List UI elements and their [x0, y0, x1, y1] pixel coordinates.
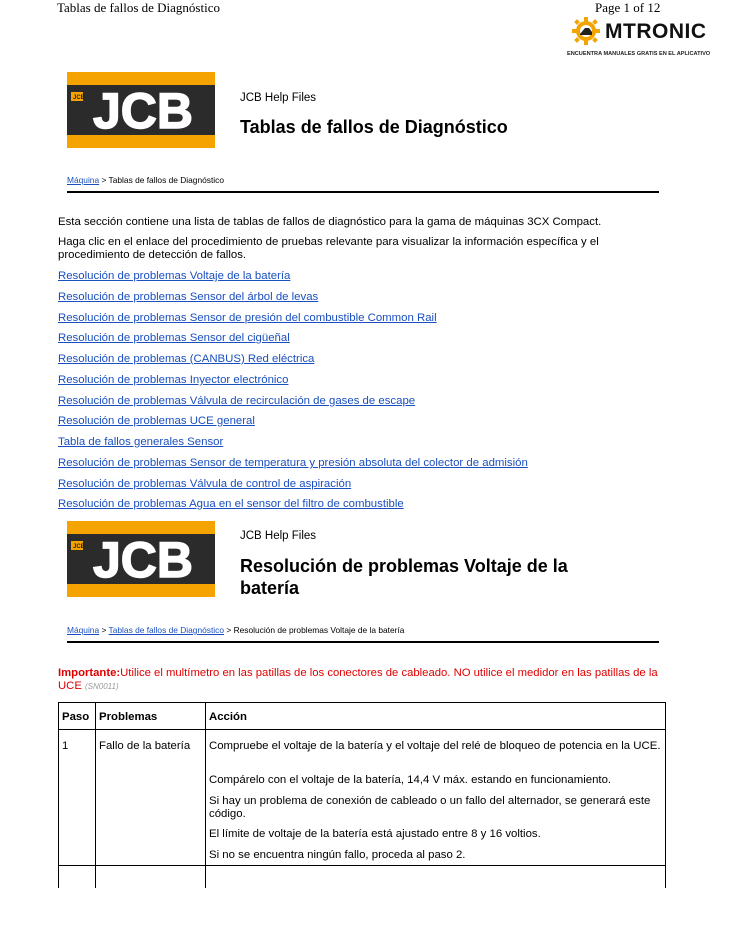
page-title: Tablas de fallos de Diagnóstico	[240, 117, 508, 137]
svg-text:JCB: JCB	[92, 83, 194, 139]
divider	[67, 641, 659, 643]
breadcrumb-separator: >	[224, 625, 234, 635]
breadcrumb-link-maquina[interactable]: Máquina	[67, 625, 100, 635]
page-number: Page 1 of 12	[595, 0, 661, 15]
action-item: Compárelo con el voltaje de la batería, 14,4 V máx. estando en funcionamiento.	[209, 774, 612, 786]
svg-text:JCB: JCB	[73, 544, 86, 550]
page-header-title: Tablas de fallos de Diagnóstico	[57, 0, 220, 15]
breadcrumb-current: Tablas de fallos de Diagnóstico	[108, 175, 225, 185]
link-sensor-arbol-levas[interactable]: Resolución de problemas Sensor del árbol de levas	[58, 291, 319, 303]
column-header-problemas: Problemas	[99, 711, 158, 723]
link-valvula-egr[interactable]: Resolución de problemas Válvula de recirculación de gases de escape	[58, 395, 416, 407]
instruction-paragraph: Haga clic en el enlace del procedimiento de pruebas relevante para visualizar la información específica y el procedimiento de detección de fallos.	[58, 236, 599, 261]
link-voltaje-bateria[interactable]: Resolución de problemas Voltaje de la batería	[58, 270, 291, 282]
column-header-paso: Paso	[62, 711, 90, 723]
watermark-brand: MTRONIC	[605, 20, 707, 43]
important-label: Importante:	[58, 667, 121, 679]
link-agua-filtro[interactable]: Resolución de problemas Agua en el sensor del filtro de combustible	[58, 498, 404, 510]
important-text: Utilice el multímetro en las patillas de los conectores de cableado. NO utilice el medidor en las patillas de la UCE	[58, 667, 658, 692]
breadcrumb-separator: >	[99, 175, 109, 185]
troubleshooting-table	[58, 702, 666, 888]
jcb-logo	[67, 72, 215, 148]
important-note	[58, 667, 658, 693]
breadcrumb-current: Resolución de problemas Voltaje de la batería	[233, 625, 405, 635]
mtronic-watermark	[565, 16, 725, 58]
link-sensor-ciguenal[interactable]: Resolución de problemas Sensor del cigüeñal	[58, 332, 290, 344]
breadcrumb	[67, 625, 404, 635]
divider	[67, 191, 659, 193]
action-item: Compruebe el voltaje de la batería y el voltaje del relé de bloqueo de potencia en la UCE.	[209, 740, 661, 752]
svg-text:JCB: JCB	[73, 95, 86, 101]
step-number: 1	[62, 740, 69, 752]
gear-excavator-icon	[571, 16, 601, 46]
link-fallos-sensor[interactable]: Tabla de fallos generales Sensor	[58, 436, 224, 448]
breadcrumb	[67, 175, 224, 185]
section-title: Resolución de problemas Voltaje de la batería	[240, 556, 568, 598]
action-item: El límite de voltaje de la batería está ajustado entre 8 y 16 voltios.	[209, 828, 541, 840]
breadcrumb-link-maquina[interactable]: Máquina	[67, 175, 100, 185]
help-files-label: JCB Help Files	[240, 92, 317, 104]
jcb-logo	[67, 521, 215, 597]
link-presion-common-rail[interactable]: Resolución de problemas Sensor de presión del combustible Common Rail	[58, 312, 437, 324]
link-uce-general[interactable]: Resolución de problemas UCE general	[58, 415, 255, 427]
intro-paragraph: Esta sección contiene una lista de tablas de fallos de diagnóstico para la gama de máquinas 3CX Compact.	[58, 216, 602, 228]
action-item: Si no se encuentra ningún fallo, proceda al paso 2.	[209, 849, 466, 861]
help-files-label: JCB Help Files	[240, 530, 317, 542]
link-canbus[interactable]: Resolución de problemas (CANBUS) Red eléctrica	[58, 353, 315, 365]
breadcrumb-separator: >	[99, 625, 109, 635]
important-ref: (SN0011)	[85, 682, 119, 691]
link-valvula-aspiracion[interactable]: Resolución de problemas Válvula de control de aspiración	[58, 478, 352, 490]
link-sensor-temp-presion[interactable]: Resolución de problemas Sensor de temperatura y presión absoluta del colector de admisión	[58, 457, 528, 469]
column-header-accion: Acción	[209, 711, 247, 723]
svg-text:JCB: JCB	[92, 532, 194, 588]
problem-text: Fallo de la batería	[99, 740, 191, 752]
action-item: Si hay un problema de conexión de cableado o un fallo del alternador, se generará este código.	[209, 795, 651, 820]
link-inyector[interactable]: Resolución de problemas Inyector electrónico	[58, 374, 289, 386]
breadcrumb-link-tablas[interactable]: Tablas de fallos de Diagnóstico	[108, 625, 225, 635]
watermark-tagline: ENCUENTRA MANUALES GRATIS EN EL APLICATIVO	[567, 51, 711, 57]
